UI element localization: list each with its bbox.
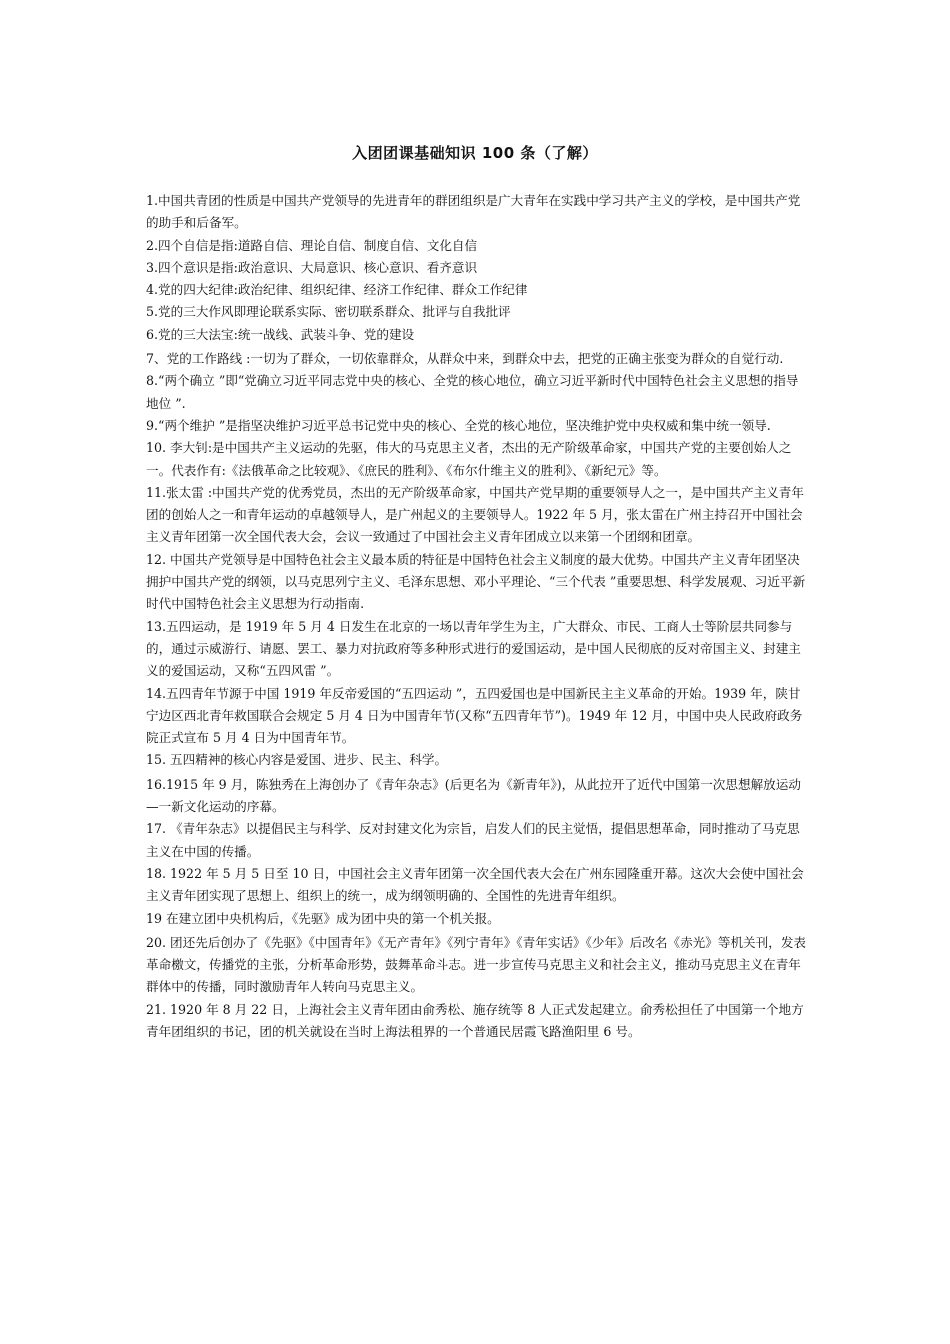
list-item: 20. 团还先后创办了《先驱》《中国青年》《无产青年》《列宁青年》《青年实话》《少年》后改名《赤光》等机关刊，发表革命檄文，传播党的主张，分析革命形势，鼓舞革命斗志。进一步宣传马克思主义和社会主义，推动马克思主义在青年群体中的传播，同时激励青年人转向马克思主义。: [146, 934, 807, 995]
list-item: 6.党的三大法宝:统一战线、武装斗争、党的建设: [146, 326, 415, 342]
list-item: 4.党的四大纪律:政治纪律、组织纪律、经济工作纪律、群众工作纪律: [146, 282, 528, 298]
list-item: 1.中国共青团的性质是中国共产党领导的先进青年的群团组织是广大青年在实践中学习共产主义的学校，是中国共产党的助手和后备军。: [146, 193, 801, 231]
list-item: 7、党的工作路线 :一切为了群众，一切依靠群众，从群众中来，到群众中去，把党的正确主张变为群众的自觉行动.: [146, 351, 784, 367]
list-item: 21. 1920 年 8 月 22 日，上海社会主义青年团由俞秀松、施存统等 8 人正式发起建立。俞秀松担任了中国第一个地方青年团组织的书记，团的机关就设在当时上海法租界的一个普通民居霞飞路渔阳里 6 号。: [146, 1001, 804, 1039]
list-item: 15. 五四精神的核心内容是爱国、进步、民主、科学。: [146, 752, 448, 768]
list-item: 9.“两个维护 ”是指坚决维护习近平总书记党中央的核心、全党的核心地位，坚决维护党中央权威和集中统一领导.: [146, 417, 771, 433]
list-item: 8.“两个确立 ”即“党确立习近平同志党中央的核心、全党的核心地位，确立习近平新时代中国特色社会主义思想的指导地位 ”.: [146, 373, 799, 411]
list-item: 16.1915 年 9 月，陈独秀在上海创办了《青年杂志》(后更名为《新青年》)，从此拉开了近代中国第一次思想解放运动—一新文化运动的序幕。: [146, 776, 801, 815]
list-item: 5.党的三大作风即理论联系实际、密切联系群众、批评与自我批评: [146, 304, 511, 320]
list-item: 10. 李大钊:是中国共产主义运动的先驱，伟大的马克思主义者，杰出的无产阶级革命家，中国共产党的主要创始人之一。代表作有:《法俄革命之比较观》、《庶民的胜利》、《布尔什维主义的胜利》、《新纪元》等。: [146, 440, 792, 478]
list-item: 2.四个自信是指:道路自信、理论自信、制度自信、文化自信: [146, 237, 478, 253]
list-item: 13.五四运动，是 1919 年 5 月 4 日发生在北京的一场以青年学生为主，广大群众、市民、工商人士等阶层共同参与的，通过示威游行、请愿、罢工、暴力对抗政府等多种形式进行的爱国运动，是中国人民彻底的反对帝国主义、封建主义的爱国运动，又称“五四风雷 ”。: [146, 618, 801, 679]
document-body: [146, 190, 810, 1043]
list-item: 18. 1922 年 5 月 5 日至 10 日，中国社会主义青年团第一次全国代表大会在广州东园隆重开幕。这次大会使中国社会主义青年团实现了思想上、组织上的统一，成为纲领明确的、全国性的先进青年组织。: [146, 865, 804, 904]
list-item: 19 在建立团中央机构后，《先驱》成为团中央的第一个机关报。: [146, 910, 500, 926]
list-item: 12. 中国共产党领导是中国特色社会主义最本质的特征是中国特色社会主义制度的最大优势。中国共产主义青年团坚决拥护中国共产党的纲领，以马克思列宁主义、毛泽东思想、邓小平理论、“三个代表 ”重要思想、科学发展观、习近平新时代中国特色社会主义思想为行动指南.: [146, 551, 806, 612]
list-item: 17. 《青年杂志》以提倡民主与科学、反对封建文化为宗旨，启发人们的民主觉悟，提倡思想革命，同时推动了马克思主义在中国的传播。: [146, 821, 800, 859]
list-item: 11.张太雷 :中国共产党的优秀党员，杰出的无产阶级革命家，中国共产党早期的重要领导人之一，是中国共产主义青年团的创始人之一和青年运动的卓越领导人，是广州起义的主要领导人。1922 年 5 月，张太雷在广州主持召开中国社会主义青年团第一次全国代表大会，会议一致通过了中国社会主义青年团成立以来第一个团纲和团章。: [146, 484, 804, 545]
list-item: 3.四个意识是指:政治意识、大局意识、核心意识、看齐意识: [146, 259, 478, 275]
list-item: 14.五四青年节源于中国 1919 年反帝爱国的“五四运动 ”，五四爱国也是中国新民主主义革命的开始。1939 年，陕甘宁边区西北青年救国联合会规定 5 月 4 日为中国青年节(又称“五四青年节”)。1949 年 12 月，中国中央人民政府政务院正式宣布 5 月 4 日为中国青年节。: [146, 685, 803, 746]
document-title: 入团团课基础知识 100 条（了解）: [352, 144, 598, 162]
